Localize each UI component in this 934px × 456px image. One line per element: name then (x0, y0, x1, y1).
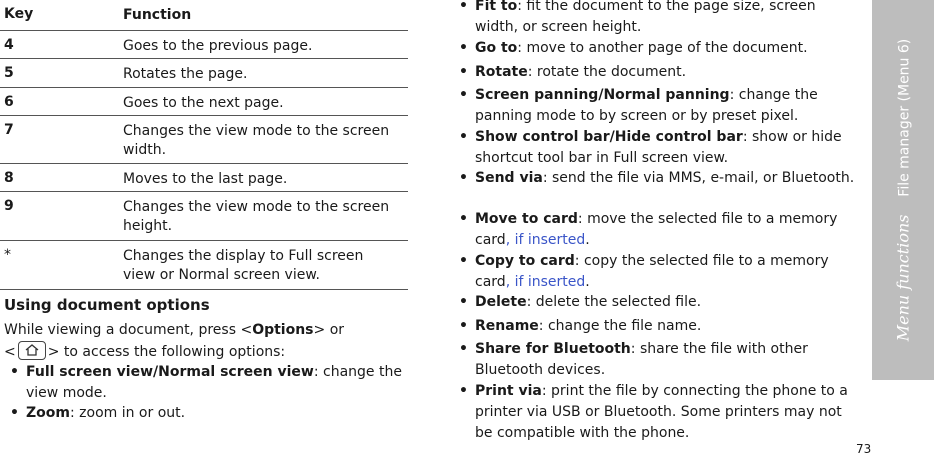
section-heading: Using document options (4, 296, 210, 314)
side-tab-subtitle: File manager (Menu 6) (896, 38, 913, 197)
row-function: Goes to the previous page. (123, 38, 313, 54)
table-row (0, 116, 408, 164)
bullet-item: • Fit to: fit the document to the page size, screen width, or screen height. (459, 0, 816, 35)
table-header (0, 0, 408, 31)
table-row (0, 59, 408, 88)
side-tab-label (894, 39, 913, 342)
header-function: Function (123, 7, 192, 23)
home-key-icon (18, 341, 46, 360)
table-row (0, 164, 408, 192)
bullet-item: • Rotate: rotate the document. (459, 64, 687, 80)
page-number: 73 (856, 442, 872, 456)
bullet-dot: • (10, 405, 19, 421)
header-key: Key (4, 6, 34, 22)
row-function: Changes the view mode to the screen width. (123, 123, 390, 158)
row-key: 4 (4, 37, 14, 53)
bullet-item: • Full screen view/Normal screen view: change the view mode. (10, 364, 402, 401)
table-row (0, 241, 408, 290)
bullet-item: • Send via: send the file via MMS, e-mail, or Bluetooth. (459, 170, 855, 186)
section-intro: While viewing a document, press <Options> or < > to access the following options: (4, 322, 345, 360)
bullet-item: • Delete: delete the selected file. (459, 294, 702, 310)
row-function: Moves to the last page. (123, 171, 288, 187)
table-row (0, 31, 408, 59)
bullet-item: • Copy to card: copy the selected file to a memory card, if inserted. (459, 253, 829, 290)
side-tab-title: Menu functions (893, 214, 913, 342)
bullet-item: • Move to card: move the selected file to a memory card, if inserted. (459, 211, 838, 248)
table-row (0, 88, 408, 116)
row-key: 7 (4, 122, 14, 138)
bullet-item: • Rename: change the file name. (459, 318, 702, 334)
row-key: 8 (4, 170, 14, 186)
bullet-item: • Screen panning/Normal panning: change the panning mode to by screen or by preset pixel. (459, 87, 818, 124)
row-function: Changes the view mode to the screen height. (123, 199, 390, 234)
row-function: Goes to the next page. (123, 95, 284, 111)
bullet-item: • Zoom: zoom in or out. (26, 403, 406, 424)
row-key: 5 (4, 65, 14, 81)
row-key: 6 (4, 94, 14, 110)
bullet-item: • Print via: print the file by connecting the phone to a printer via USB or Bluetooth. Some printers may not be compatible with the phone. (459, 383, 848, 441)
bullet-item: • Go to: move to another page of the document. (459, 40, 808, 56)
bullet-dot: • (10, 364, 19, 380)
table-row (0, 192, 408, 241)
bullet-item: • Share for Bluetooth: share the file with other Bluetooth devices. (459, 341, 808, 378)
row-function: Rotates the page. (123, 66, 248, 82)
row-key-star: * (4, 247, 11, 263)
key-function-table (0, 0, 408, 290)
row-key: 9 (4, 198, 14, 214)
row-function: Changes the display to Full screen view or Normal screen view. (123, 248, 364, 283)
bullet-item: • Show control bar/Hide control bar: show or hide shortcut tool bar in Full screen view. (459, 129, 842, 166)
